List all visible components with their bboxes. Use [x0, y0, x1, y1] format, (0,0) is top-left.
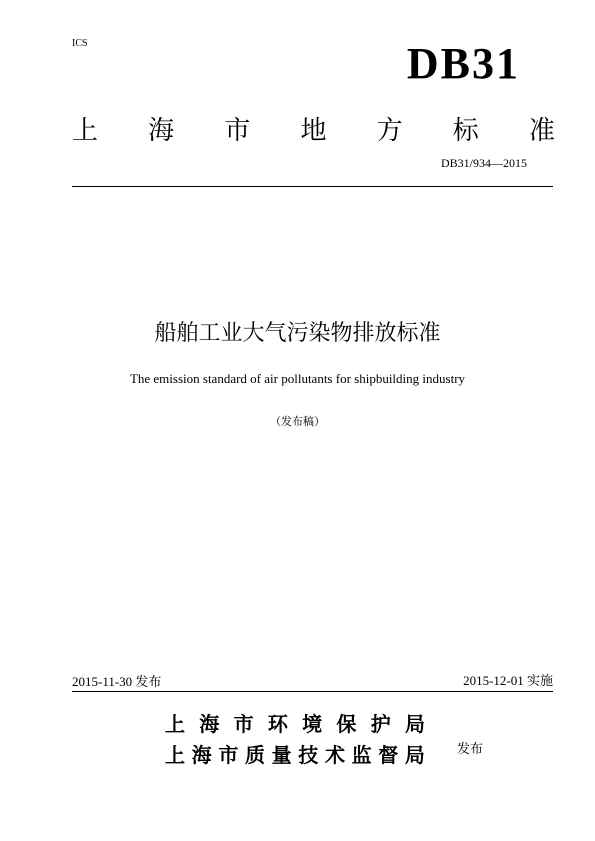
- issuer-char: 术: [324, 743, 345, 767]
- issuer-char: 海: [199, 712, 220, 736]
- ics-label: ICS: [72, 38, 88, 49]
- issuer-char: 海: [191, 743, 212, 767]
- issuer-char: 境: [302, 712, 323, 736]
- issuer-char: 环: [267, 712, 288, 736]
- bottom-divider: [72, 691, 553, 692]
- title-char: 海: [148, 116, 175, 146]
- issuer-char: 保: [336, 712, 357, 736]
- issuer-char: 量: [271, 743, 292, 767]
- issuer-char: 护: [370, 712, 391, 736]
- title-char: 市: [224, 116, 251, 146]
- issuer-char: 质: [244, 743, 265, 767]
- title-char: 地: [300, 116, 327, 146]
- document-title-en: The emission standard of air pollutants for shipbuilding industry: [129, 371, 466, 386]
- issuer-environmental-bureau: [165, 708, 425, 737]
- standard-number: DB31/934—2015: [440, 156, 527, 170]
- title-char: 上: [72, 116, 99, 146]
- issuer-char: 局: [404, 743, 425, 767]
- issuer-char: 技: [298, 743, 319, 767]
- issuer-char: 局: [404, 712, 425, 736]
- document-title-cn: 船舶工业大气污染物排放标准: [154, 321, 441, 346]
- implementation-date: 2015-12-01 实施: [463, 673, 553, 688]
- issuer-char: 上: [165, 743, 185, 767]
- title-char: 准: [528, 116, 555, 146]
- issuer-char: 市: [233, 712, 254, 736]
- db-code: DB31: [406, 39, 520, 88]
- document-status: （发布稿）: [270, 415, 325, 428]
- title-char: 标: [452, 116, 479, 146]
- issuer-char: 上: [165, 712, 185, 736]
- top-divider: [72, 186, 553, 187]
- issuer-char: 督: [378, 743, 399, 767]
- issue-label: 发布: [457, 742, 484, 757]
- title-char: 方: [376, 116, 403, 146]
- issuer-char: 市: [218, 743, 239, 767]
- issuer-char: 监: [351, 743, 372, 767]
- issuer-quality-bureau: [165, 739, 425, 768]
- issue-date: 2015-11-30 发布: [72, 674, 162, 689]
- standard-category-title: [72, 110, 555, 147]
